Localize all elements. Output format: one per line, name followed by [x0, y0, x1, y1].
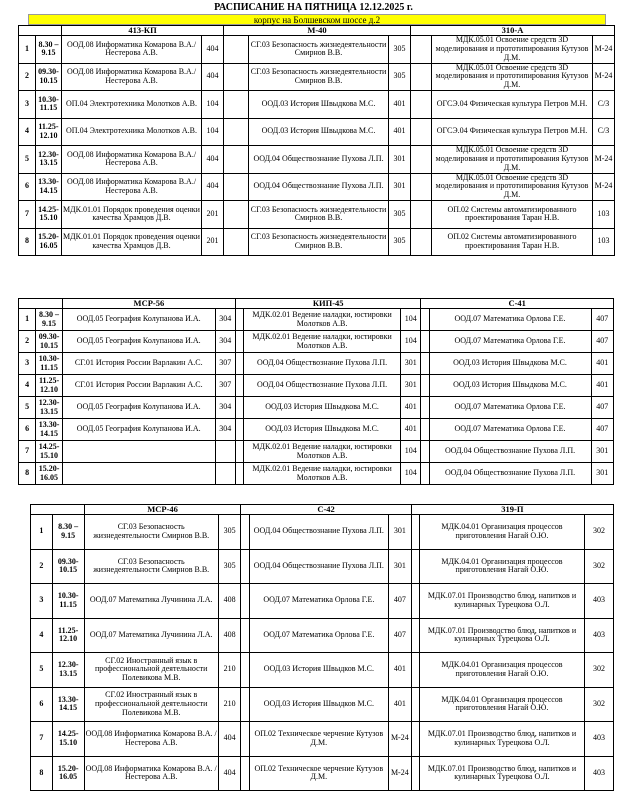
lesson-time: 15.20- 16.05: [36, 463, 62, 485]
subject-teacher-cell: МДК.05.01 Освоение средств 3D моделирования и прототипирования Кутузов Д.М.: [432, 173, 593, 201]
subject-teacher-cell: ООД.07 Математика Орлова Г.Е.: [429, 309, 591, 331]
room-cell: 403: [585, 756, 614, 791]
subject-teacher-cell: [62, 463, 215, 485]
spacer-cell: [224, 91, 249, 119]
subject-teacher-cell: МДК.07.01 Производство блюд, напитков и кулинарных Турецкова О.Л.: [419, 584, 584, 619]
room-cell: 201: [202, 228, 224, 256]
subject-teacher-cell: ООД.07 Математика Лучинина Л.А.: [84, 584, 218, 619]
lesson-row: [31, 687, 614, 722]
lesson-row: [19, 173, 615, 201]
spacer-cell: [421, 441, 429, 463]
room-cell: 407: [388, 618, 411, 653]
building-subtitle: корпус на Болшевском шоссе д.2: [28, 14, 606, 25]
lesson-number: 1: [31, 515, 53, 550]
lesson-number: 4: [31, 618, 53, 653]
spacer-cell: [241, 584, 249, 619]
lesson-row: [31, 549, 614, 584]
room-cell: 304: [215, 419, 235, 441]
subject-teacher-cell: ОП.02 Техническое черчение Кутузов Д.М.: [249, 756, 388, 791]
subject-teacher-cell: ОП.02 Системы автоматизированного проектирования Таран Н.В.: [432, 201, 593, 229]
lesson-number: 5: [31, 653, 53, 688]
room-cell: М-24: [388, 722, 411, 757]
room-cell: С/З: [593, 91, 615, 119]
lesson-time: 14.25- 15.10: [36, 441, 62, 463]
spacer-cell: [421, 463, 429, 485]
group-header: МСР-46: [84, 505, 241, 515]
lesson-number: 3: [19, 91, 36, 119]
room-cell: 301: [388, 515, 411, 550]
group-header: С-41: [421, 299, 614, 309]
room-cell: [215, 463, 235, 485]
subject-teacher-cell: ОГСЭ.04 Физическая культура Петров М.Н.: [432, 118, 593, 146]
room-cell: 302: [585, 515, 614, 550]
lesson-number: 8: [19, 463, 36, 485]
subject-teacher-cell: ООД.08 Информатика Комарова В.А./Нестерова А.В.: [62, 63, 202, 91]
lesson-row: [19, 397, 614, 419]
spacer-cell: [224, 173, 249, 201]
spacer-cell: [411, 173, 432, 201]
lesson-number: 2: [31, 549, 53, 584]
lesson-time: 09.30- 10.15: [36, 63, 62, 91]
lesson-row: [19, 441, 614, 463]
subject-teacher-cell: ООД.04 Обществознание Пухова Л.П.: [244, 375, 401, 397]
subject-teacher-cell: ООД.07 Математика Орлова Г.Е.: [429, 331, 591, 353]
spacer-cell: [235, 353, 243, 375]
lesson-row: [31, 515, 614, 550]
subject-teacher-cell: ООД.07 Математика Орлова Г.Е.: [429, 397, 591, 419]
subject-teacher-cell: ООД.04 Обществознание Пухова Л.П.: [249, 515, 388, 550]
lesson-row: [31, 756, 614, 791]
subject-teacher-cell: ООД.03 История Швыдкова М.С.: [244, 397, 401, 419]
room-cell: 307: [215, 353, 235, 375]
spacer-cell: [235, 419, 243, 441]
room-cell: 104: [401, 331, 421, 353]
room-cell: 407: [388, 584, 411, 619]
group-header-row: [19, 299, 614, 309]
page-title: РАСПИСАНИЕ НА ПЯТНИЦА 12.12.2025 г.: [214, 2, 413, 13]
room-cell: 305: [218, 515, 241, 550]
spacer-cell: [411, 756, 419, 791]
subject-teacher-cell: СГ.01 История России Варлакин А.С.: [62, 353, 215, 375]
lesson-row: [31, 722, 614, 757]
subject-teacher-cell: ОП.02 Системы автоматизированного проектирования Таран Н.В.: [432, 228, 593, 256]
room-cell: 401: [401, 397, 421, 419]
lesson-row: [19, 463, 614, 485]
subject-teacher-cell: ООД.08 Информатика Комарова В.А. / Нестерова А.В.: [84, 756, 218, 791]
room-cell: 403: [585, 618, 614, 653]
lesson-number: 6: [19, 173, 36, 201]
lesson-time: 12.30- 13.15: [52, 653, 84, 688]
spacer-cell: [411, 118, 432, 146]
header-blank: [19, 299, 63, 309]
subject-teacher-cell: МДК.01.01 Порядок проведения оценки качества Храмцов Д.В.: [62, 201, 202, 229]
room-cell: 301: [389, 173, 411, 201]
lesson-number: 5: [19, 146, 36, 174]
spacer-cell: [235, 309, 243, 331]
subject-teacher-cell: ОП.04 Электротехника Молотков А.В.: [62, 91, 202, 119]
lesson-number: 4: [19, 118, 36, 146]
spacer-cell: [411, 722, 419, 757]
subject-teacher-cell: ООД.08 Информатика Комарова В.А./Нестерова А.В.: [62, 173, 202, 201]
subject-teacher-cell: МДК.05.01 Освоение средств 3D моделирования и прототипирования Кутузов Д.М.: [432, 63, 593, 91]
room-cell: 301: [401, 375, 421, 397]
room-cell: 404: [202, 36, 224, 64]
spacer-cell: [411, 91, 432, 119]
subject-teacher-cell: ООД.04 Обществознание Пухова Л.П.: [249, 146, 389, 174]
subject-teacher-cell: СГ.03 Безопасность жизнедеятельности Смирнов В.В.: [84, 549, 218, 584]
subject-teacher-cell: МДК.07.01 Производство блюд, напитков и кулинарных Турецкова О.Л.: [419, 618, 584, 653]
subject-teacher-cell: ООД.08 Информатика Комарова В.А./Нестерова А.В.: [62, 146, 202, 174]
subject-teacher-cell: СГ.02 Иностранный язык в профессиональной деятельности Полевикова М.В.: [84, 653, 218, 688]
lesson-row: [19, 201, 615, 229]
room-cell: 404: [202, 173, 224, 201]
lesson-number: 7: [31, 722, 53, 757]
subject-teacher-cell: ОП.04 Электротехника Молотков А.В.: [62, 118, 202, 146]
lesson-number: 3: [19, 353, 36, 375]
header-blank: [31, 505, 85, 515]
subject-teacher-cell: ООД.03 История Швыдкова М.С.: [429, 353, 591, 375]
group-header: М-40: [224, 26, 411, 36]
room-cell: 305: [389, 63, 411, 91]
spacer-cell: [224, 146, 249, 174]
spacer-cell: [224, 228, 249, 256]
subject-teacher-cell: СГ.03 Безопасность жизнедеятельности Смирнов В.В.: [249, 63, 389, 91]
spacer-cell: [241, 515, 249, 550]
room-cell: 301: [388, 549, 411, 584]
subject-teacher-cell: МДК.05.01 Освоение средств 3D моделирования и прототипирования Кутузов Д.М.: [432, 146, 593, 174]
spacer-cell: [224, 118, 249, 146]
room-cell: 301: [389, 146, 411, 174]
lesson-number: 1: [19, 309, 36, 331]
group-header: 310-А: [411, 26, 615, 36]
lesson-row: [19, 419, 614, 441]
lesson-row: [19, 375, 614, 397]
room-cell: 304: [215, 331, 235, 353]
lesson-number: 7: [19, 201, 36, 229]
room-cell: [215, 441, 235, 463]
subject-teacher-cell: ООД.07 Математика Орлова Г.Е.: [249, 618, 388, 653]
subject-teacher-cell: [62, 441, 215, 463]
spacer-cell: [421, 353, 429, 375]
spacer-cell: [241, 687, 249, 722]
room-cell: 104: [202, 118, 224, 146]
subject-teacher-cell: МДК.04.01 Организация процессов приготовления Нагай О.Ю.: [419, 687, 584, 722]
room-cell: 404: [218, 722, 241, 757]
room-cell: М-24: [593, 173, 615, 201]
subject-teacher-cell: МДК.05.01 Освоение средств 3D моделирования и прототипирования Кутузов Д.М.: [432, 36, 593, 64]
spacer-cell: [235, 331, 243, 353]
lesson-number: 6: [31, 687, 53, 722]
room-cell: 403: [585, 722, 614, 757]
lesson-time: 8.30 – 9.15: [36, 309, 62, 331]
room-cell: 408: [218, 584, 241, 619]
subject-teacher-cell: МДК.07.01 Производство блюд, напитков и кулинарных Турецкова О.Л.: [419, 722, 584, 757]
group-header: МСР-56: [62, 299, 235, 309]
subject-teacher-cell: ООД.04 Обществознание Пухова Л.П.: [429, 441, 591, 463]
room-cell: 307: [215, 375, 235, 397]
room-cell: 302: [585, 687, 614, 722]
lesson-row: [19, 331, 614, 353]
lesson-row: [19, 63, 615, 91]
spacer-cell: [241, 618, 249, 653]
subject-teacher-cell: ООД.04 Обществознание Пухова Л.П.: [244, 353, 401, 375]
room-cell: 401: [591, 375, 613, 397]
room-cell: 401: [591, 353, 613, 375]
spacer-cell: [224, 36, 249, 64]
room-cell: 302: [585, 549, 614, 584]
spacer-cell: [235, 463, 243, 485]
room-cell: 404: [218, 756, 241, 791]
lesson-time: 11.25- 12.10: [52, 618, 84, 653]
lesson-time: 10.30- 11.15: [52, 584, 84, 619]
room-cell: 407: [591, 397, 613, 419]
subject-teacher-cell: МДК.01.01 Порядок проведения оценки качества Храмцов Д.В.: [62, 228, 202, 256]
room-cell: 401: [388, 687, 411, 722]
room-cell: 305: [389, 36, 411, 64]
room-cell: 305: [389, 201, 411, 229]
room-cell: М-24: [388, 756, 411, 791]
subject-teacher-cell: ООД.05 География Колупанова И.А.: [62, 331, 215, 353]
lesson-row: [19, 228, 615, 256]
lesson-time: 11.25- 12.10: [36, 375, 62, 397]
subject-teacher-cell: ООД.05 География Колупанова И.А.: [62, 397, 215, 419]
subject-teacher-cell: СГ.03 Безопасность жизнедеятельности Смирнов В.В.: [84, 515, 218, 550]
subject-teacher-cell: ОГСЭ.04 Физическая культура Петров М.Н.: [432, 91, 593, 119]
room-cell: 302: [585, 653, 614, 688]
room-cell: 304: [215, 309, 235, 331]
room-cell: 408: [218, 618, 241, 653]
room-cell: 210: [218, 687, 241, 722]
spacer-cell: [224, 201, 249, 229]
spacer-cell: [411, 653, 419, 688]
lesson-time: 11.25- 12.10: [36, 118, 62, 146]
lesson-time: 13.30- 14.15: [36, 173, 62, 201]
subject-teacher-cell: ООД.08 Информатика Комарова В.А. / Нестерова А.В.: [84, 722, 218, 757]
room-cell: 304: [215, 397, 235, 419]
subject-teacher-cell: СГ.02 Иностранный язык в профессиональной деятельности Полевикова М.В.: [84, 687, 218, 722]
subject-teacher-cell: ООД.03 История Швыдкова М.С.: [249, 118, 389, 146]
room-cell: 103: [593, 228, 615, 256]
lesson-time: 10.30- 11.15: [36, 353, 62, 375]
lesson-time: 13.30- 14.15: [36, 419, 62, 441]
room-cell: 104: [202, 91, 224, 119]
lesson-number: 1: [19, 36, 36, 64]
subject-teacher-cell: ООД.07 Математика Орлова Г.Е.: [429, 419, 591, 441]
room-cell: 401: [389, 118, 411, 146]
subject-teacher-cell: СГ.03 Безопасность жизнедеятельности Смирнов В.В.: [249, 228, 389, 256]
subject-teacher-cell: СГ.03 Безопасность жизнедеятельности Смирнов В.В.: [249, 201, 389, 229]
lesson-time: 12.30- 13.15: [36, 397, 62, 419]
spacer-cell: [241, 653, 249, 688]
room-cell: С/З: [593, 118, 615, 146]
spacer-cell: [224, 63, 249, 91]
group-header: 413-КП: [62, 26, 224, 36]
room-cell: 305: [389, 228, 411, 256]
header-blank: [19, 26, 62, 36]
spacer-cell: [411, 687, 419, 722]
subject-teacher-cell: ООД.05 География Колупанова И.А.: [62, 309, 215, 331]
subject-teacher-cell: МДК.07.01 Производство блюд, напитков и кулинарных Турецкова О.Л.: [419, 756, 584, 791]
schedule-table-1: [18, 25, 615, 256]
room-cell: 404: [202, 63, 224, 91]
room-cell: 210: [218, 653, 241, 688]
room-cell: 407: [591, 331, 613, 353]
spacer-cell: [421, 331, 429, 353]
subject-teacher-cell: ООД.03 История Швыдкова М.С.: [429, 375, 591, 397]
subject-teacher-cell: ООД.03 История Швыдков М.С.: [249, 653, 388, 688]
spacer-cell: [411, 228, 432, 256]
lesson-row: [19, 118, 615, 146]
spacer-cell: [411, 146, 432, 174]
room-cell: 407: [591, 419, 613, 441]
subject-teacher-cell: МДК.02.01 Ведение наладки, юстировки Молотков А.В.: [244, 331, 401, 353]
room-cell: 301: [401, 353, 421, 375]
spacer-cell: [235, 397, 243, 419]
lesson-row: [19, 309, 614, 331]
lesson-time: 10.30- 11.15: [36, 91, 62, 119]
room-cell: 104: [401, 441, 421, 463]
subject-teacher-cell: ООД.04 Обществознание Пухова Л.П.: [249, 549, 388, 584]
lesson-time: 8.30 – 9.15: [36, 36, 62, 64]
spacer-cell: [235, 375, 243, 397]
lesson-row: [19, 91, 615, 119]
schedule-table-2: [18, 298, 614, 485]
spacer-cell: [421, 397, 429, 419]
lesson-number: 5: [19, 397, 36, 419]
subject-teacher-cell: ООД.07 Математика Лучинина Л.А.: [84, 618, 218, 653]
subject-teacher-cell: ООД.08 Информатика Комарова В.А./Нестерова А.В.: [62, 36, 202, 64]
room-cell: 103: [593, 201, 615, 229]
lesson-time: 09.30- 10.15: [36, 331, 62, 353]
subject-teacher-cell: ООД.07 Математика Орлова Г.Е.: [249, 584, 388, 619]
spacer-cell: [421, 419, 429, 441]
subject-teacher-cell: МДК.04.01 Организация процессов приготовления Нагай О.Ю.: [419, 549, 584, 584]
spacer-cell: [421, 309, 429, 331]
room-cell: 407: [591, 309, 613, 331]
lesson-number: 8: [31, 756, 53, 791]
lesson-number: 8: [19, 228, 36, 256]
lesson-time: 14.25- 15.10: [36, 201, 62, 229]
subject-teacher-cell: ООД.03 История Швыдков М.С.: [249, 687, 388, 722]
spacer-cell: [411, 515, 419, 550]
subject-teacher-cell: СГ.01 История России Варлакин А.С.: [62, 375, 215, 397]
room-cell: М-24: [593, 36, 615, 64]
lesson-time: 15.20- 16.05: [36, 228, 62, 256]
subject-teacher-cell: ООД.05 География Колупанова И.А.: [62, 419, 215, 441]
group-header: КИП-45: [235, 299, 420, 309]
lesson-row: [31, 618, 614, 653]
spacer-cell: [241, 722, 249, 757]
spacer-cell: [241, 549, 249, 584]
subject-teacher-cell: ОП.02 Техническое черчение Кутузов Д.М.: [249, 722, 388, 757]
subject-teacher-cell: ООД.04 Обществознание Пухова Л.П.: [249, 173, 389, 201]
spacer-cell: [411, 549, 419, 584]
subject-teacher-cell: МДК.02.01 Ведение наладки, юстировки Молотков А.В.: [244, 441, 401, 463]
lesson-time: 15.20- 16.05: [52, 756, 84, 791]
room-cell: 401: [388, 653, 411, 688]
lesson-time: 8.30 – 9.15: [52, 515, 84, 550]
schedule-table-3: [30, 504, 614, 791]
room-cell: 301: [591, 463, 613, 485]
room-cell: 301: [591, 441, 613, 463]
lesson-number: 2: [19, 331, 36, 353]
lesson-time: 14.25- 15.10: [52, 722, 84, 757]
lesson-number: 7: [19, 441, 36, 463]
spacer-cell: [235, 441, 243, 463]
subject-teacher-cell: ООД.04 Обществознание Пухова Л.П.: [429, 463, 591, 485]
lesson-number: 2: [19, 63, 36, 91]
lesson-number: 6: [19, 419, 36, 441]
room-cell: 104: [401, 463, 421, 485]
lesson-time: 09.30- 10.15: [52, 549, 84, 584]
room-cell: М-24: [593, 63, 615, 91]
room-cell: 403: [585, 584, 614, 619]
lesson-row: [19, 36, 615, 64]
subject-teacher-cell: МДК.04.01 Организация процессов приготовления Нагай О.Ю.: [419, 653, 584, 688]
subject-teacher-cell: МДК.02.01 Ведение наладки, юстировки Молотков А.В.: [244, 463, 401, 485]
spacer-cell: [241, 756, 249, 791]
spacer-cell: [411, 201, 432, 229]
subject-teacher-cell: СГ.03 Безопасность жизнедеятельности Смирнов В.В.: [249, 36, 389, 64]
group-header: 319-П: [411, 505, 613, 515]
lesson-time: 12.30- 13.15: [36, 146, 62, 174]
spacer-cell: [411, 36, 432, 64]
subject-teacher-cell: ООД.03 История Швыдкова М.С.: [244, 419, 401, 441]
group-header: С-42: [241, 505, 411, 515]
spacer-cell: [411, 584, 419, 619]
lesson-row: [31, 653, 614, 688]
spacer-cell: [411, 63, 432, 91]
room-cell: 401: [389, 91, 411, 119]
subject-teacher-cell: МДК.04.01 Организация процессов приготовления Нагай О.Ю.: [419, 515, 584, 550]
spacer-cell: [411, 618, 419, 653]
subject-teacher-cell: ООД.03 История Швыдкова М.С.: [249, 91, 389, 119]
group-header-row: [31, 505, 614, 515]
room-cell: М-24: [593, 146, 615, 174]
lesson-number: 3: [31, 584, 53, 619]
room-cell: 201: [202, 201, 224, 229]
room-cell: 404: [202, 146, 224, 174]
room-cell: 401: [401, 419, 421, 441]
lesson-row: [19, 353, 614, 375]
room-cell: 305: [218, 549, 241, 584]
lesson-number: 4: [19, 375, 36, 397]
lesson-row: [31, 584, 614, 619]
lesson-time: 13.30- 14.15: [52, 687, 84, 722]
lesson-row: [19, 146, 615, 174]
room-cell: 104: [401, 309, 421, 331]
spacer-cell: [421, 375, 429, 397]
subject-teacher-cell: МДК.02.01 Ведение наладки, юстировки Молотков А.В.: [244, 309, 401, 331]
group-header-row: [19, 26, 615, 36]
